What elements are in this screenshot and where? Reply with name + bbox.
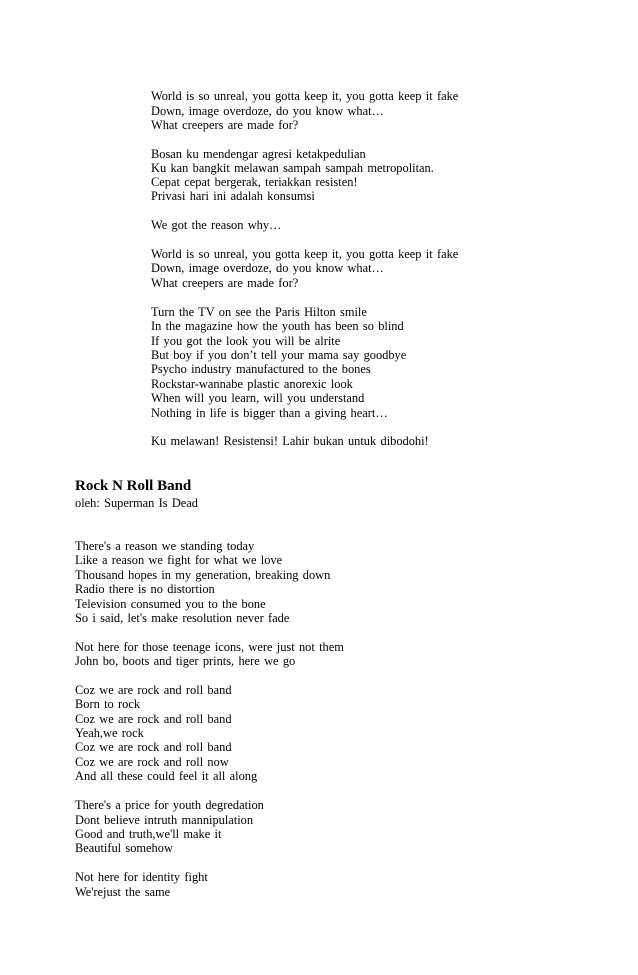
lyric-line: In the magazine how the youth has been so blind: [151, 319, 404, 333]
lyric-line: Nothing in life is bigger than a giving heart…: [151, 406, 388, 420]
lyric-line: Coz we are rock and roll now: [75, 755, 229, 769]
lyric-line: Coz we are rock and roll band: [75, 712, 232, 726]
lyric-line: Cepat cepat bergerak, teriakkan resisten!: [151, 175, 358, 189]
lyric-line: Not here for identity fight: [75, 870, 208, 884]
lyric-line: Psycho industry manufactured to the bones: [151, 362, 371, 376]
lyric-line: Coz we are rock and roll band: [75, 683, 232, 697]
lyric-line: World is so unreal, you gotta keep it, you gotta keep it fake: [151, 89, 459, 103]
lyric-line: Born to rock: [75, 697, 141, 711]
lyric-line: John bo, boots and tiger prints, here we go: [75, 654, 296, 668]
lyric-line: Like a reason we fight for what we love: [75, 553, 283, 567]
lyric-line: Down, image overdoze, do you know what…: [151, 261, 384, 275]
lyric-line: What creepers are made for?: [151, 276, 299, 290]
song-byline: oleh: Superman Is Dead: [75, 496, 198, 510]
lyric-line: Good and truth,we'll make it: [75, 827, 222, 841]
lyric-line: Yeah,we rock: [75, 726, 144, 740]
lyric-line: And all these could feel it all along: [75, 769, 258, 783]
lyric-line: Ku kan bangkit melawan sampah sampah metropolitan.: [151, 161, 434, 175]
lyric-line: Bosan ku mendengar agresi ketakpedulian: [151, 147, 366, 161]
lyric-line: Coz we are rock and roll band: [75, 740, 232, 754]
lyric-line: There's a reason we standing today: [75, 539, 255, 553]
lyric-line: What creepers are made for?: [151, 118, 299, 132]
lyric-line: Radio there is no distortion: [75, 582, 215, 596]
lyric-line: Privasi hari ini adalah konsumsi: [151, 189, 315, 203]
lyric-line: If you got the look you will be alrite: [151, 334, 341, 348]
lyric-line: There's a price for youth degredation: [75, 798, 264, 812]
lyric-line: World is so unreal, you gotta keep it, you gotta keep it fake: [151, 247, 459, 261]
lyric-line: Dont believe intruth mannipulation: [75, 813, 254, 827]
lyric-line: We'rejust the same: [75, 885, 171, 899]
lyric-line: Turn the TV on see the Paris Hilton smile: [151, 305, 367, 319]
lyric-line: Ku melawan! Resistensi! Lahir bukan untuk dibodohi!: [151, 434, 429, 448]
lyric-line: Beautiful somehow: [75, 841, 173, 855]
lyric-line: Rockstar-wannabe plastic anorexic look: [151, 377, 353, 391]
lyric-line: Down, image overdoze, do you know what…: [151, 104, 384, 118]
lyric-line: Not here for those teenage icons, were just not them: [75, 640, 344, 654]
lyric-line: But boy if you don’t tell your mama say goodbye: [151, 348, 407, 362]
lyric-line: Television consumed you to the bone: [75, 597, 266, 611]
lyric-line: When will you learn, will you understand: [151, 391, 365, 405]
lyric-line: We got the reason why…: [151, 218, 282, 232]
lyric-line: So i said, let's make resolution never fade: [75, 611, 290, 625]
lyric-line: Thousand hopes in my generation, breaking down: [75, 568, 331, 582]
song-title: Rock N Roll Band: [75, 478, 192, 494]
